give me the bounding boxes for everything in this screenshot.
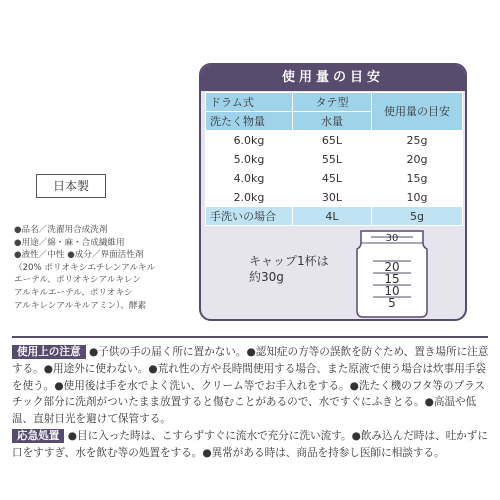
row-amount: 15g <box>372 169 463 188</box>
table-row <box>206 169 463 188</box>
spec-line: アルキルエーテル、ポリオキシ <box>14 287 133 298</box>
table-row <box>206 131 463 150</box>
row-water: 30L <box>293 188 372 207</box>
row-amount: 25g <box>372 131 463 150</box>
first-aid-tag: 応急処置 <box>12 429 64 443</box>
spec-line: エーテル、ポリオキシアルキレン <box>14 275 141 286</box>
cup-mark: 10 <box>384 284 400 298</box>
hand-wash-label: 手洗いの場合 <box>206 207 293 226</box>
usage-guide-panel <box>199 63 467 321</box>
header-tate: タテ型 <box>293 93 372 112</box>
spec-line: ●用途／綿・麻・合成繊維用 <box>14 237 125 248</box>
row-amount: 20g <box>372 150 463 169</box>
usage-table <box>205 92 463 226</box>
row-water: 65L <box>293 131 372 150</box>
made-in-label: 日本製 <box>36 174 106 198</box>
cap-note-line: キャップ1杯は <box>249 254 329 268</box>
cup-mark: 20 <box>384 260 400 274</box>
first-aid-text: ●目に入った時は、こすらずすぐに流水で充分に洗い流す。●飲み込んだ時は、吐かずに口をすすぎ、水を飲む等の処置をする。●異常がある時は、商品を持参し医師に相談する。 <box>12 429 488 459</box>
usage-cautions <box>12 344 492 428</box>
table-row <box>206 188 463 207</box>
hand-wash-water: 4L <box>293 207 372 226</box>
header-load: 洗たく物量 <box>206 112 293 131</box>
hand-wash-row <box>206 207 463 226</box>
spec-line: アルキレンアルキルアミン）、酵素 <box>14 300 147 311</box>
row-load: 5.0kg <box>206 150 293 169</box>
usage-caution-tag: 使用上の注意 <box>12 345 86 359</box>
cap-note <box>249 253 329 285</box>
header-amount: 使用量の目安 <box>372 93 463 131</box>
cup-mark: 5 <box>388 296 396 310</box>
cup-mark: 30 <box>385 233 399 244</box>
measuring-cap-icon <box>351 227 433 319</box>
row-amount: 10g <box>372 188 463 207</box>
product-specs <box>14 224 199 312</box>
first-aid <box>12 428 492 462</box>
usage-guide-title: 使用量の目安 <box>201 65 465 91</box>
row-water: 45L <box>293 169 372 188</box>
table-row <box>206 150 463 169</box>
section-divider <box>12 336 488 338</box>
row-load: 2.0kg <box>206 188 293 207</box>
usage-caution-text: ●子供の手の届く所に置かない。●認知症の方等の誤飲を防ぐため、置き場所に注意する。●用途外に使わない。●荒れ性の方や長時間使用する場合、また原液で使う場合は炊事用手袋を使う。●使用後は手を水でよく洗い、クリーム等でお手入れをする。●洗たく機のフタ等のプラスチック部分に洗剤がついたまま放置すると傷むことがあるので、水ですぐにふきとる。●高温や低温、直射日光を避けて保管する。 <box>12 346 489 426</box>
row-water: 55L <box>293 150 372 169</box>
hand-wash-amount: 5g <box>372 207 463 226</box>
spec-line: （20% ポリオキシエチレンアルキル <box>14 262 156 273</box>
spec-line: ●品名／洗濯用合成洗剤 <box>14 225 108 235</box>
cautions-section <box>12 344 492 462</box>
spec-line: ●液性／中性 ●成分／界面活性剤 <box>14 250 144 261</box>
cap-note-line: 約30g <box>249 270 284 284</box>
header-water: 水量 <box>293 112 372 131</box>
row-load: 6.0kg <box>206 131 293 150</box>
cup-mark: 15 <box>384 272 400 286</box>
row-load: 4.0kg <box>206 169 293 188</box>
header-drum: ドラム式 <box>206 93 293 112</box>
